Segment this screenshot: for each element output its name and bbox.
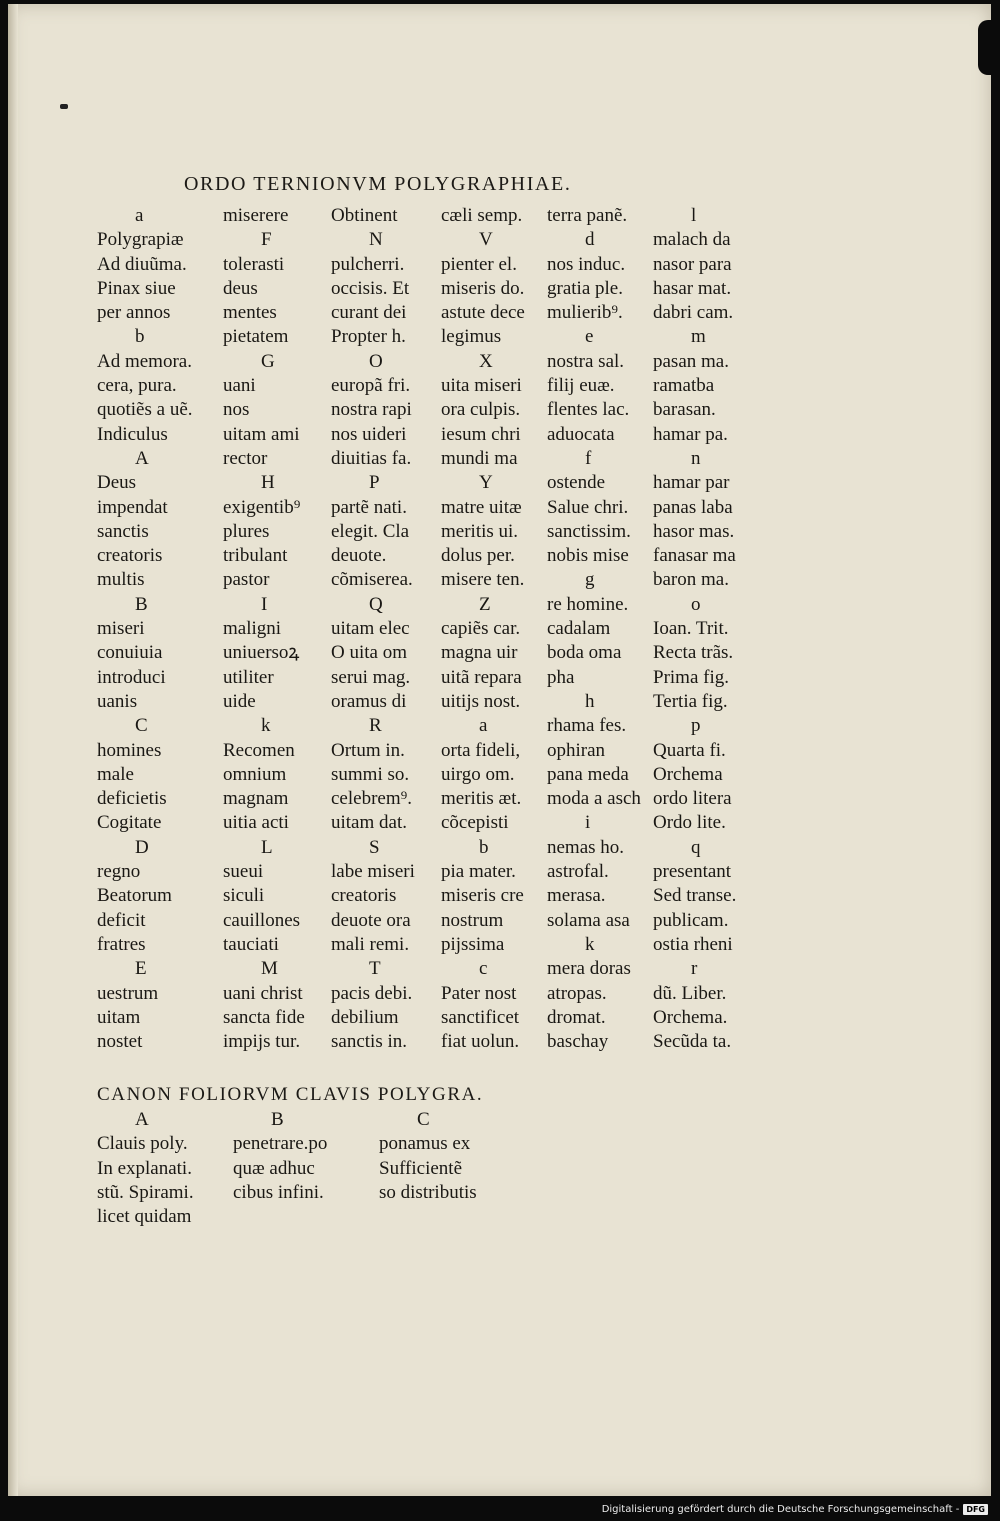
page-edge-shadow [8,4,18,1496]
ternion-cell: k [261,715,271,737]
canon-table [97,1108,509,1229]
ternion-cell: moda a asch [547,788,641,810]
ternion-cell: orta fideli, [441,739,521,761]
ternion-cell: L [261,836,273,858]
ternion-cell: Prima fig. [653,666,729,688]
ternion-cell: presentant [653,861,732,883]
ternion-cell: terra panẽ. [547,205,628,226]
ternion-cell: uani [223,375,256,397]
ternion-cell: N [369,229,383,251]
ternion-cell: merasa. [547,885,606,907]
ternion-cell: magnam [223,788,289,810]
ternion-cell: ostia rheni [653,933,733,955]
canon-heading: CANON FOLIORVM CLAVIS POLYGRA. [97,1084,484,1105]
canon-cell: licet quidam [97,1206,192,1228]
ternion-cell: creatoris [97,545,163,567]
ternion-cell: labe miseri [331,861,415,883]
ternion-cell: uitijs nost. [441,690,521,712]
ternion-cell: hamar pa. [653,423,728,445]
ternion-cell: pastor [223,569,270,591]
ternion-cell: c [479,958,488,980]
ternion-cell: magna uir [441,642,518,664]
ternion-cell: O uita om [331,642,407,664]
ternion-cell: hamar par [653,472,730,494]
ternion-cell: fiat uolun. [441,1031,520,1053]
ternion-cell: Secũda ta. [653,1031,732,1053]
ternion-cell: nostra rapi [331,399,412,421]
ternion-cell: maligni [223,618,282,640]
ternion-cell: miseri [97,618,145,640]
canon-cell: C [417,1109,430,1130]
ternion-cell: sancta fide [223,1006,305,1028]
ternion-cell: deficit [97,909,146,931]
ternion-cell: Deus [97,472,137,494]
ternion-cell: uide [223,690,256,712]
ternion-cell: Ioan. Trit. [653,618,729,640]
ternion-cell: uitia acti [223,812,289,834]
ink-mark [60,104,68,109]
ternion-cell: introduci [97,666,166,688]
ternion-cell: siculi [223,885,265,907]
ternion-cell: pietatem [223,326,289,348]
ternion-cell: nobis mise [547,545,629,567]
ternion-cell: Orchema [653,763,723,785]
ternion-cell: ora culpis. [441,399,521,421]
ternion-cell: dromat. [547,1006,606,1028]
ternion-cell: iesum chri [441,423,521,445]
ternion-cell: capiẽs car. [441,618,521,640]
ternion-table [97,204,762,1054]
ternion-cell: Orchema. [653,1006,728,1028]
canon-cell: ponamus ex [379,1133,471,1155]
ternion-cell: cõcepisti [441,812,509,834]
ternion-cell: tribulant [223,545,288,567]
ternion-cell: publicam. [653,909,729,931]
ternion-cell: hasor mas. [653,520,735,542]
ternion-cell: omnium [223,763,287,785]
canon-cell: In explanati. [97,1157,192,1179]
ternion-cell: conuiuia [97,642,163,664]
ternion-cell: nasor para [653,253,732,275]
ternion-cell: mundi ma [441,447,518,469]
digitization-footer [602,1501,988,1517]
ternion-cell: Polygrapiæ [97,229,184,251]
ternion-cell: utiliter [223,666,274,688]
ternion-cell: Quarta fi. [653,739,726,761]
ternion-cell: Pater nost [441,982,517,1004]
ternion-cell: M [261,958,278,980]
ternion-cell: nos [223,399,250,421]
ternion-cell: q [691,836,701,858]
ternion-cell: deus [223,277,258,299]
ternion-cell: impendat [97,496,168,518]
ternion-cell: cæli semp. [441,205,523,226]
ternion-cell: pulcherri. [331,253,405,275]
ternion-cell: uitam elec [331,618,410,640]
ternion-cell: cauillones [223,909,301,931]
ternion-cell: partẽ nati. [331,496,407,518]
ternion-cell: Z [479,593,491,615]
ternion-cell: Propter h. [331,326,406,348]
ternion-cell: elegit. Cla [331,520,410,542]
ternion-cell: Ordo lite. [653,812,726,834]
dfg-logo: DFG [963,1504,988,1515]
ternion-cell: b [135,326,145,348]
ternion-cell: serui mag. [331,666,411,688]
ternion-cell: flentes lac. [547,399,630,421]
ternion-cell: homines [97,739,162,761]
ternion-cell: Cogitate [97,812,162,834]
ternion-cell: plures [223,520,270,542]
ternion-cell: pia mater. [441,861,516,883]
ternion-cell: P [369,472,380,494]
ternion-cell: celebrem⁹. [331,788,412,810]
ternion-cell: impijs tur. [223,1031,301,1053]
ternion-cell: miseris do. [441,277,525,299]
ternion-cell: baron ma. [653,569,729,591]
ternion-cell: dabri cam. [653,302,734,324]
page-tab-notch [978,20,1000,75]
ternion-cell: rector [223,447,268,469]
ternion-cell: filij euæ. [547,375,615,397]
ternion-cell: astute dece [441,302,525,324]
ternion-cell: R [369,715,382,737]
ternion-column [331,204,441,1054]
ternion-cell: tolerasti [223,253,285,275]
ternion-cell: B [135,593,148,615]
ternion-cell: dũ. Liber. [653,982,727,1004]
canon-cell: B [271,1109,284,1130]
ternion-cell: H [261,472,275,494]
ternion-cell: nostrum [441,909,504,931]
ternion-cell: sanctis [97,520,149,542]
ternion-cell: Obtinent [331,205,398,226]
canon-cell: Sufficientẽ [379,1157,463,1179]
ternion-cell: b [479,836,489,858]
ternion-cell: re homine. [547,593,629,615]
ternion-cell: summi so. [331,763,410,785]
ternion-cell: occisis. Et [331,277,410,299]
ternion-cell: oramus di [331,690,407,712]
ternion-cell: nos uideri [331,423,407,445]
ternion-cell: Indiculus [97,423,168,445]
ternion-cell: deficietis [97,788,167,810]
ternion-cell: p [691,715,701,737]
ternion-cell: uitam [97,1006,141,1028]
ternion-cell: Ad memora. [97,350,192,372]
ternion-cell: d [585,229,595,251]
ternion-cell: Recta trãs. [653,642,734,664]
ternion-cell: uita miseri [441,375,522,397]
footer-text: Digitalisierung gefördert durch die Deutsche Forschungsgemeinschaft - [601,1503,960,1515]
ternion-cell: misere ten. [441,569,525,591]
ternion-cell: rhama fes. [547,715,627,737]
ternion-cell: meritis ui. [441,520,519,542]
ternion-cell: sanctificet [441,1006,520,1028]
ternion-cell: cera, pura. [97,375,177,397]
canon-column [379,1108,509,1229]
ternion-cell: ramatba [653,375,715,397]
ternion-cell: nemas ho. [547,836,625,858]
ternion-cell: Ortum in. [331,739,405,761]
ternion-cell: T [369,958,381,980]
ternion-cell: creatoris [331,885,397,907]
ternion-cell: a [135,205,144,226]
ternion-cell: mulierib⁹. [547,302,623,324]
ternion-cell: uirgo om. [441,763,515,785]
ternion-cell: ophiran [547,739,606,761]
ternion-cell: tauciati [223,933,279,955]
ternion-cell: a [479,715,488,737]
ternion-cell: per annos [97,302,171,324]
ternion-cell: miseris cre [441,885,524,907]
ternion-cell: I [261,593,268,615]
ternion-cell: C [135,715,148,737]
ternion-cell: E [135,958,147,980]
ternion-cell: l [691,205,697,226]
canon-cell: Clauis poly. [97,1133,188,1155]
ternion-cell: uitam dat. [331,812,407,834]
ternion-cell: exigentib⁹ [223,496,301,518]
ternion-cell: miserere [223,205,289,226]
ternion-cell: barasan. [653,399,716,421]
ternion-cell: Y [479,472,493,494]
ternion-cell: multis [97,569,145,591]
ternion-column [653,204,761,1054]
ternion-cell: baschay [547,1031,609,1053]
ternion-cell: panas laba [653,496,733,518]
ternion-cell: matre uitæ [441,496,522,518]
ternion-cell: sanctis in. [331,1031,407,1053]
ternion-cell: i [585,812,591,834]
ternion-cell: nostet [97,1031,143,1053]
ternion-cell: k [585,933,595,955]
ternion-column [223,204,331,1054]
ternion-cell: uestrum [97,982,159,1004]
ternion-cell: mali remi. [331,933,410,955]
ternion-cell: g [585,569,595,591]
ternion-cell: male [97,763,134,785]
ternion-cell: Ad diuũma. [97,253,187,275]
ternion-cell: fanasar ma [653,545,736,567]
ternion-cell: deuote ora [331,909,411,931]
ternion-cell: cõmiserea. [331,569,413,591]
ternion-cell: nostra sal. [547,350,625,372]
ternion-cell: S [369,836,380,858]
ternion-cell: europã fri. [331,375,411,397]
ternion-cell: e [585,326,594,348]
ternion-cell: aduocata [547,423,615,445]
ternion-cell: diuitias fa. [331,447,412,469]
ternion-cell: uitam ami [223,423,300,445]
ternion-cell: mera doras [547,958,631,980]
ternion-cell: Sed transe. [653,885,737,907]
ternion-cell: pacis debi. [331,982,413,1004]
canon-column [97,1108,233,1229]
canon-cell: A [135,1109,149,1130]
ternion-cell: sueui [223,861,264,883]
ternion-cell: F [261,229,272,251]
ternion-cell: o [691,593,701,615]
ternion-cell: Pinax siue [97,277,176,299]
ternion-cell: fratres [97,933,146,955]
canon-cell: stũ. Spirami. [97,1181,194,1203]
ternion-cell: meritis æt. [441,788,522,810]
ternion-cell: Salue chri. [547,496,629,518]
ternion-cell: A [135,447,149,469]
ternion-cell: pasan ma. [653,350,729,372]
ternion-cell: regno [97,861,141,883]
ternion-cell: uanis [97,690,138,712]
ternion-cell: O [369,350,383,372]
ternion-cell: pijssima [441,933,505,955]
ternion-column [97,204,223,1054]
ternion-cell: pha [547,666,575,688]
ternion-cell: quotiẽs a uẽ. [97,399,193,421]
ternion-cell: m [691,326,706,348]
ternion-cell: deuote. [331,545,387,567]
ternion-cell: Beatorum [97,885,172,907]
ternion-cell: hasar mat. [653,277,732,299]
canon-cell: penetrare.po [233,1133,328,1155]
ternion-cell: Recomen [223,739,295,761]
ternion-cell: atropas. [547,982,607,1004]
ternion-cell: X [479,350,493,372]
ternion-cell: n [691,447,701,469]
ternion-cell: uitã repara [441,666,522,688]
ternion-cell: V [479,229,493,251]
canon-column [233,1108,379,1229]
ternion-cell: sanctissim. [547,520,631,542]
ternion-cell: f [585,447,592,469]
ternion-cell: uniuersoꝝ [223,642,300,664]
ternion-cell: legimus [441,326,502,348]
ternion-cell: ordo litera [653,788,732,810]
ternion-cell: r [691,958,698,980]
ternion-cell: boda oma [547,642,622,664]
ternion-cell: solama asa [547,909,630,931]
ternion-cell: G [261,350,275,372]
ternion-cell: ostende [547,472,606,494]
ternion-cell: Q [369,593,383,615]
ternion-cell: mentes [223,302,277,324]
ternion-cell: uani christ [223,982,303,1004]
ternion-cell: D [135,836,149,858]
ternion-cell: pienter el. [441,253,517,275]
ternion-column [547,204,653,1054]
ternion-column [441,204,547,1054]
canon-cell: so distributis [379,1181,477,1203]
ternion-cell: cadalam [547,618,611,640]
ternion-cell: debilium [331,1006,399,1028]
page-heading: ORDO TERNIONVM POLYGRAPHIAE. [184,173,572,195]
ternion-cell: dolus per. [441,545,515,567]
ternion-cell: malach da [653,229,731,251]
ternion-cell: nos induc. [547,253,626,275]
ternion-cell: h [585,690,595,712]
ternion-cell: pana meda [547,763,629,785]
ternion-cell: astrofal. [547,861,609,883]
ternion-cell: gratia ple. [547,277,623,299]
canon-cell: quæ adhuc [233,1157,315,1179]
ternion-cell: curant dei [331,302,407,324]
canon-cell: cibus infini. [233,1181,324,1203]
ternion-cell: Tertia fig. [653,690,728,712]
